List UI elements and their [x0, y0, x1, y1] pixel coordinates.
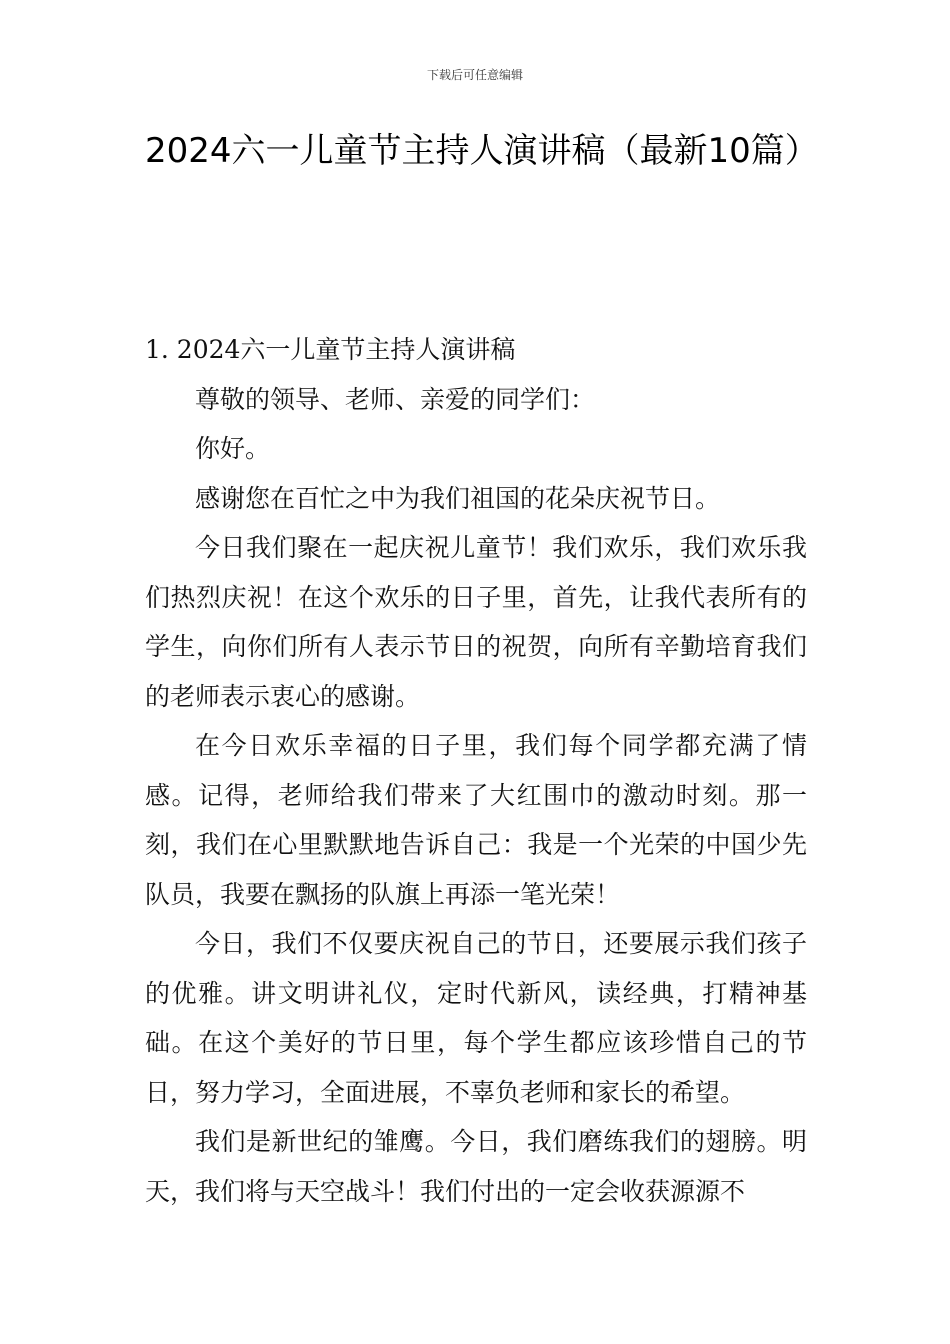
document-body: [145, 325, 807, 1216]
paragraph-memory: 在今日欢乐幸福的日子里，我们每个同学都充满了情感。记得，老师给我们带来了大红围巾的激动时刻。那一刻，我们在心里默默地告诉自己：我是一个光荣的中国少先队员，我要在飘扬的队旗上再添一笔光荣！: [145, 731, 807, 909]
paragraph-elegance: 今日，我们不仅要庆祝自己的节日，还要展示我们孩子的优雅。讲文明讲礼仪，定时代新风，读经典，打精神基础。在这个美好的节日里，每个学生都应该珍惜自己的节日，努力学习，全面进展，不辜负老师和家长的希望。: [145, 929, 807, 1107]
paragraph-greeting: 你好。: [195, 434, 271, 463]
paragraph-eagles: 我们是新世纪的雏鹰。今日，我们磨练我们的翅膀。明天，我们将与天空战斗！我们付出的一定会收获源源不: [145, 1127, 807, 1206]
section-heading: 1. 2024六一儿童节主持人演讲稿: [145, 335, 516, 364]
document-title: 2024六一儿童节主持人演讲稿（最新10篇）: [145, 131, 819, 171]
paragraph-salutation: 尊敬的领导、老师、亲爱的同学们：: [195, 384, 596, 414]
paragraph-thanks: 感谢您在百忙之中为我们祖国的花朵庆祝节日。: [195, 483, 721, 513]
header-note: 下载后可任意编辑: [426, 68, 523, 82]
paragraph-celebration: 今日我们聚在一起庆祝儿童节！我们欢乐，我们欢乐我们热烈庆祝！在这个欢乐的日子里，首先，让我代表所有的学生，向你们所有人表示节日的祝贺，向所有辛勤培育我们的老师表示衷心的感谢。: [145, 533, 807, 711]
